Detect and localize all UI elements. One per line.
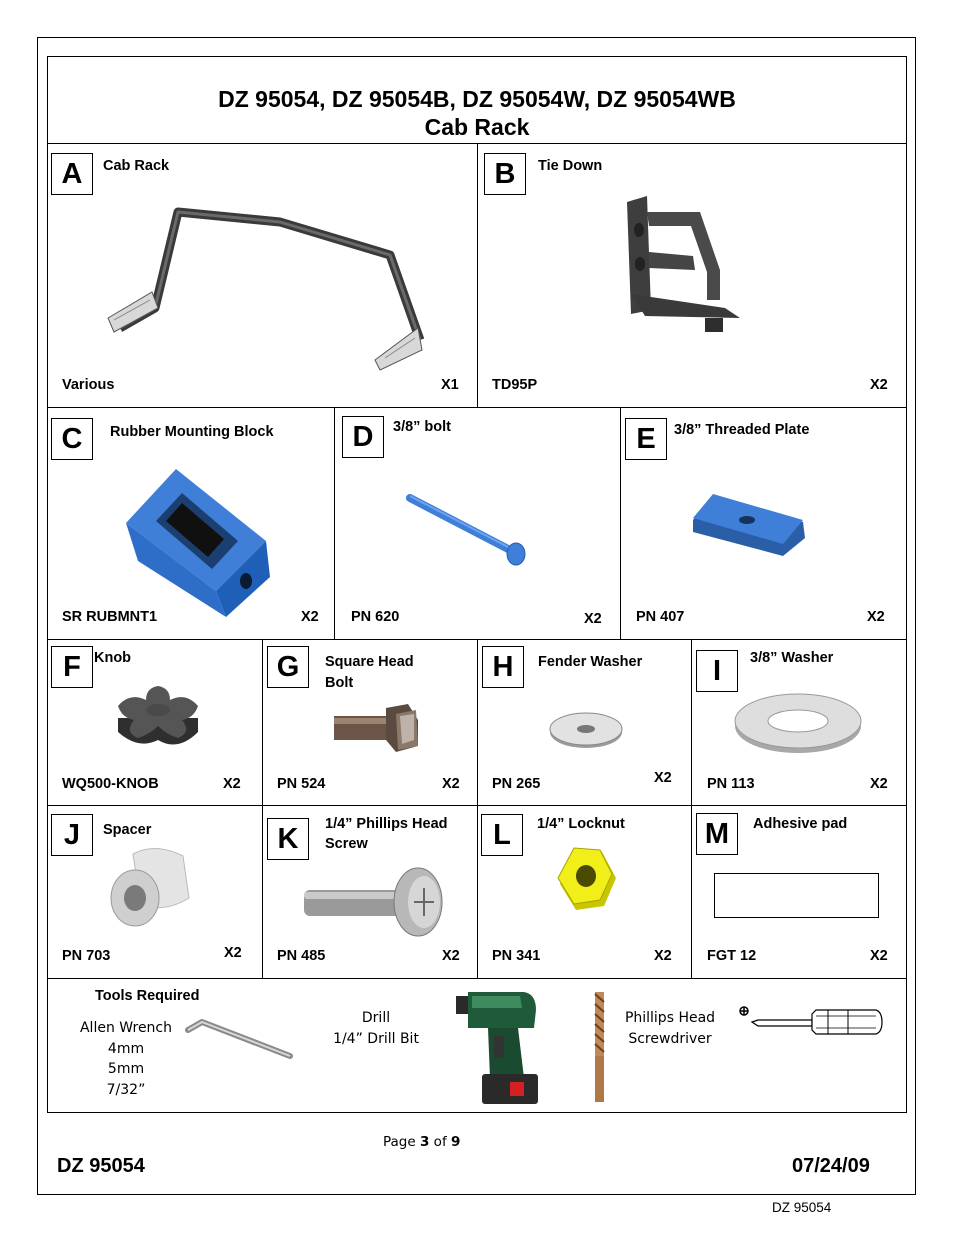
part-qty-k: X2 [442, 948, 460, 964]
knob-image [108, 680, 208, 760]
part-qty-l: X2 [654, 948, 672, 964]
part-letter-k: K [267, 818, 309, 860]
corner-doc-id: DZ 95054 [772, 1200, 832, 1215]
footer-doc-id: DZ 95054 [57, 1155, 145, 1177]
part-qty-i: X2 [870, 776, 888, 792]
screwdriver-line: Phillips Head [624, 1010, 716, 1026]
part-name-g-line1: Square Head [325, 654, 414, 670]
grid-line [47, 978, 907, 979]
product-title: Cab Rack [424, 114, 530, 140]
part-name-i: 3/8” Washer [750, 650, 834, 666]
part-name-f: Knob [94, 650, 132, 666]
grid-line [262, 639, 263, 978]
part-letter-g: G [267, 646, 309, 688]
locknut-image [550, 846, 620, 918]
part-name-h: Fender Washer [538, 654, 643, 670]
cab-rack-image [100, 200, 430, 380]
bolt-image [400, 490, 540, 580]
part-qty-f: X2 [223, 776, 241, 792]
part-name-c: Rubber Mounting Block [110, 424, 274, 440]
page-current: 3 [419, 1134, 430, 1150]
part-qty-b: X2 [870, 377, 888, 393]
part-letter-e: E [625, 418, 667, 460]
part-pn-a: Various [62, 377, 115, 393]
part-qty-c: X2 [301, 609, 319, 625]
fender-washer-image [548, 710, 628, 755]
part-letter-f: F [51, 646, 93, 688]
part-name-k-line1: 1/4” Phillips Head [325, 816, 448, 832]
part-pn-d: PN 620 [351, 609, 400, 625]
part-name-j: Spacer [103, 822, 152, 838]
tie-down-image [615, 190, 745, 350]
part-name-g-line2: Bolt [325, 675, 354, 691]
part-pn-b: TD95P [492, 377, 538, 393]
screwdriver-label [610, 1008, 730, 1049]
part-qty-m: X2 [870, 948, 888, 964]
page-total: 9 [451, 1134, 461, 1150]
part-qty-j: X2 [224, 945, 242, 961]
drill-label [316, 1008, 436, 1049]
washer-image [734, 688, 864, 758]
allen-wrench-size: 7/32” [106, 1081, 146, 1098]
spacer-image [105, 842, 195, 932]
drill-bit-image [588, 990, 612, 1104]
part-pn-i: PN 113 [707, 776, 755, 792]
part-letter-h: H [482, 646, 524, 688]
part-letter-d: D [342, 416, 384, 458]
part-letter-j: J [51, 814, 93, 856]
part-letter-b: B [484, 153, 526, 195]
part-letter-i: I [696, 650, 738, 692]
part-pn-e: PN 407 [636, 609, 685, 625]
grid-line [334, 407, 335, 639]
part-pn-l: PN 341 [492, 948, 541, 964]
model-title: DZ 95054, DZ 95054B, DZ 95054W, DZ 95054WB [218, 86, 736, 112]
tools-heading: Tools Required [95, 988, 200, 1004]
part-name-e: 3/8” Threaded Plate [674, 422, 810, 438]
allen-wrench-image [182, 1016, 297, 1066]
part-pn-k: PN 485 [277, 948, 326, 964]
part-name-k-line2: Screw [325, 836, 368, 852]
drill-line: Drill [361, 1010, 391, 1026]
part-name-b: Tie Down [538, 158, 603, 174]
part-pn-g: PN 524 [277, 776, 326, 792]
part-letter-c: C [51, 418, 93, 460]
threaded-plate-image [685, 490, 815, 560]
part-qty-h: X2 [654, 770, 672, 786]
screwdriver-line: Screwdriver [628, 1030, 712, 1047]
allen-wrench-size: 4mm [107, 1040, 145, 1057]
part-letter-a: A [51, 153, 93, 195]
grid-line [477, 143, 478, 407]
page-of: of [429, 1134, 451, 1150]
part-pn-j: PN 703 [62, 948, 111, 964]
square-head-bolt-image [330, 700, 430, 760]
part-name-d: 3/8” bolt [393, 419, 452, 435]
page-number [383, 1134, 460, 1150]
part-letter-l: L [481, 814, 523, 856]
part-pn-c: SR RUBMNT1 [62, 609, 158, 625]
footer-date: 07/24/09 [792, 1155, 870, 1177]
part-qty-d: X2 [584, 611, 602, 627]
page-prefix: Page [383, 1134, 420, 1150]
part-pn-f: WQ500-KNOB [62, 776, 159, 792]
part-pn-h: PN 265 [492, 776, 541, 792]
drill-bit-line: 1/4” Drill Bit [333, 1030, 419, 1047]
allen-wrench-label [66, 1018, 186, 1100]
part-qty-e: X2 [867, 609, 885, 625]
part-name-a: Cab Rack [103, 158, 170, 174]
grid-line [691, 639, 692, 978]
part-letter-m: M [696, 813, 738, 855]
screwdriver-image [736, 1002, 886, 1042]
allen-wrench-size: 5mm [107, 1061, 145, 1077]
drill-image [448, 988, 540, 1106]
part-name-m: Adhesive pad [753, 816, 848, 832]
phillips-screw-image [300, 864, 450, 944]
allen-wrench-line: Allen Wrench [79, 1020, 172, 1036]
part-name-l: 1/4” Locknut [537, 816, 625, 832]
grid-line [47, 407, 907, 408]
grid-line [477, 639, 478, 978]
adhesive-pad-image [714, 873, 879, 918]
grid-line [620, 407, 621, 639]
part-qty-g: X2 [442, 776, 460, 792]
rubber-block-image [120, 465, 280, 625]
part-pn-m: FGT 12 [707, 948, 757, 964]
part-qty-a: X1 [441, 377, 459, 393]
